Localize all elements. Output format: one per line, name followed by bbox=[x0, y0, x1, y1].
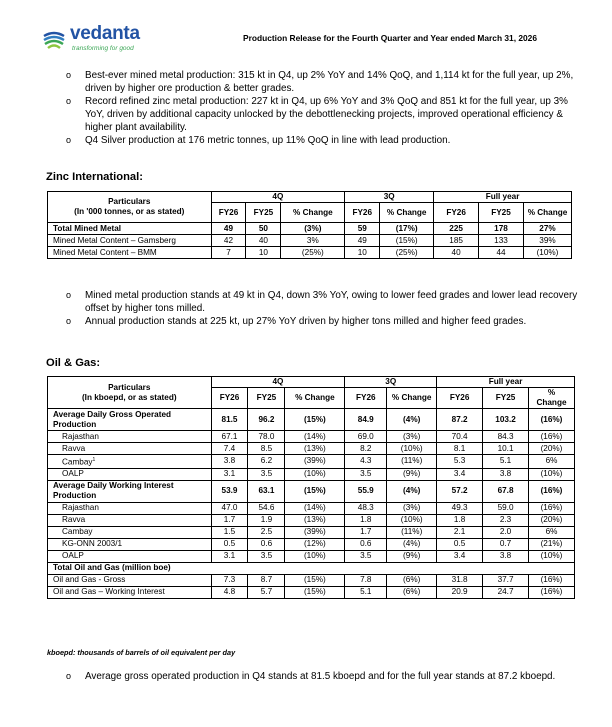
table-cell: 8.1 bbox=[437, 443, 483, 455]
table-cell: 178 bbox=[479, 223, 524, 235]
table-cell: Mined Metal Content – BMM bbox=[48, 247, 212, 259]
table-cell: (13%) bbox=[285, 514, 345, 526]
table-row bbox=[48, 502, 575, 514]
table-cell: 2.3 bbox=[483, 514, 529, 526]
table-cell: 96.2 bbox=[248, 409, 285, 431]
zinc-bullet-list bbox=[66, 289, 582, 328]
table-cell: (10%) bbox=[528, 468, 574, 480]
table-cell: 185 bbox=[434, 235, 479, 247]
table-cell: (6%) bbox=[387, 586, 437, 598]
table-cell: 0.7 bbox=[483, 538, 529, 550]
table-cell: (16%) bbox=[528, 502, 574, 514]
column-header: FY25 bbox=[479, 203, 524, 223]
table-cell: (14%) bbox=[285, 502, 345, 514]
table-cell: 133 bbox=[479, 235, 524, 247]
page-header bbox=[0, 0, 612, 62]
table-cell: 0.5 bbox=[211, 538, 248, 550]
table-cell: Ravva bbox=[48, 443, 212, 455]
table-cell: 6.2 bbox=[248, 455, 285, 469]
table-cell: (20%) bbox=[528, 514, 574, 526]
table-cell: 7 bbox=[211, 247, 246, 259]
period-header: 4Q bbox=[211, 192, 345, 203]
table-cell: 44 bbox=[479, 247, 524, 259]
table-cell: Cambay bbox=[48, 526, 212, 538]
column-header: FY26 bbox=[434, 203, 479, 223]
table-cell: 1.9 bbox=[248, 514, 285, 526]
table-cell: (16%) bbox=[528, 409, 574, 431]
table-cell: 20.9 bbox=[437, 586, 483, 598]
table-cell: 87.2 bbox=[437, 409, 483, 431]
table-cell: 3.4 bbox=[437, 468, 483, 480]
table-cell: 6% bbox=[528, 455, 574, 469]
oil-gas-table-body bbox=[48, 409, 575, 599]
table-row bbox=[48, 223, 572, 235]
table-cell: (16%) bbox=[528, 480, 574, 502]
table-cell: 3.5 bbox=[345, 550, 387, 562]
table-cell: (3%) bbox=[387, 502, 437, 514]
column-header: FY25 bbox=[246, 203, 281, 223]
table-cell: 31.8 bbox=[437, 574, 483, 586]
table-cell: 7.3 bbox=[211, 574, 248, 586]
table-cell: (39%) bbox=[285, 526, 345, 538]
table-cell: (13%) bbox=[285, 443, 345, 455]
table-cell: (11%) bbox=[387, 526, 437, 538]
table-cell: 7.8 bbox=[345, 574, 387, 586]
list-item bbox=[66, 289, 582, 315]
intro-bullet-list bbox=[66, 69, 582, 147]
table-cell: 8.5 bbox=[248, 443, 285, 455]
table-cell: 78.0 bbox=[248, 431, 285, 443]
table-cell: 63.1 bbox=[248, 480, 285, 502]
bullet-text: Mined metal production stands at 49 kt in Q4, down 3% YoY, owing to lower feed grades and lower lead recovery offset by higher tons milled. bbox=[85, 290, 578, 314]
table-cell: (6%) bbox=[387, 574, 437, 586]
bullet-marker: o bbox=[66, 290, 72, 300]
table-cell: (15%) bbox=[380, 235, 434, 247]
table-cell: OALP bbox=[48, 468, 212, 480]
column-header: % Change bbox=[380, 203, 434, 223]
period-header: 4Q bbox=[211, 377, 345, 388]
table-cell: 4.8 bbox=[211, 586, 248, 598]
table-row bbox=[48, 443, 575, 455]
table-cell: 3.8 bbox=[483, 550, 529, 562]
table-cell: 8.7 bbox=[248, 574, 285, 586]
table-cell: 3.5 bbox=[345, 468, 387, 480]
table-cell: 1.8 bbox=[437, 514, 483, 526]
table-row bbox=[48, 431, 575, 443]
kboepd-footnote: kboepd: thousands of barrels of oil equivalent per day bbox=[47, 648, 236, 657]
vedanta-leaf-icon bbox=[41, 26, 67, 52]
period-header: Full year bbox=[434, 192, 572, 203]
table-cell: (12%) bbox=[285, 538, 345, 550]
table-cell: 69.0 bbox=[345, 431, 387, 443]
table-row bbox=[48, 574, 575, 586]
table-cell: (10%) bbox=[387, 514, 437, 526]
table-cell: (15%) bbox=[285, 480, 345, 502]
table-cell: (14%) bbox=[285, 431, 345, 443]
period-header: 3Q bbox=[345, 192, 434, 203]
table-cell: 1.8 bbox=[345, 514, 387, 526]
table-cell: 10.1 bbox=[483, 443, 529, 455]
table-cell: 84.3 bbox=[483, 431, 529, 443]
table-cell: (3%) bbox=[281, 223, 345, 235]
table-cell: 67.8 bbox=[483, 480, 529, 502]
list-item bbox=[66, 670, 586, 683]
table-cell: (10%) bbox=[285, 550, 345, 562]
column-header: % Change bbox=[281, 203, 345, 223]
table-cell: 53.9 bbox=[211, 480, 248, 502]
column-header: FY25 bbox=[248, 388, 285, 409]
table-cell: 5.1 bbox=[345, 586, 387, 598]
table-cell: 40 bbox=[246, 235, 281, 247]
table-row bbox=[48, 235, 572, 247]
vedanta-logo bbox=[41, 24, 181, 58]
table-cell: (4%) bbox=[387, 409, 437, 431]
column-header: % Change bbox=[285, 388, 345, 409]
table-row bbox=[48, 550, 575, 562]
table-cell: 3.8 bbox=[483, 468, 529, 480]
zinc-table-body bbox=[48, 223, 572, 259]
table-cell: (15%) bbox=[285, 409, 345, 431]
table-cell: 3% bbox=[281, 235, 345, 247]
table-row bbox=[48, 480, 575, 502]
table-cell: (10%) bbox=[387, 443, 437, 455]
table-cell: Oil and Gas – Working Interest bbox=[48, 586, 212, 598]
table-cell: 0.6 bbox=[248, 538, 285, 550]
table-cell: 54.6 bbox=[248, 502, 285, 514]
column-header: % Change bbox=[387, 388, 437, 409]
table-cell: (9%) bbox=[387, 468, 437, 480]
table-cell: 10 bbox=[345, 247, 380, 259]
table-cell: 3.4 bbox=[437, 550, 483, 562]
table-cell: 3.1 bbox=[211, 468, 248, 480]
table-cell: 84.9 bbox=[345, 409, 387, 431]
table-cell: 2.0 bbox=[483, 526, 529, 538]
table-cell: (16%) bbox=[528, 586, 574, 598]
bullet-text: Average gross operated production in Q4 stands at 81.5 kboepd and for the full year stands at 87.2 kboepd. bbox=[85, 671, 556, 682]
table-cell: (39%) bbox=[285, 455, 345, 469]
table-cell: 103.2 bbox=[483, 409, 529, 431]
table-row bbox=[48, 514, 575, 526]
table-cell: Ravva bbox=[48, 514, 212, 526]
list-item bbox=[66, 69, 582, 95]
table-cell: 37.7 bbox=[483, 574, 529, 586]
table-cell: Rajasthan bbox=[48, 502, 212, 514]
table-cell: 50 bbox=[246, 223, 281, 235]
bullet-marker: o bbox=[66, 135, 72, 145]
table-row bbox=[48, 526, 575, 538]
table-cell: 3.8 bbox=[211, 455, 248, 469]
table-cell: (25%) bbox=[380, 247, 434, 259]
oil-gas-bullet-list bbox=[66, 670, 586, 683]
table-cell: 1.5 bbox=[211, 526, 248, 538]
column-header: % Change bbox=[528, 388, 574, 409]
table-row bbox=[48, 586, 575, 598]
zinc-international-title: Zinc International: bbox=[46, 171, 143, 183]
table-cell: 2.1 bbox=[437, 526, 483, 538]
table-cell: (10%) bbox=[528, 550, 574, 562]
table-cell: 67.1 bbox=[211, 431, 248, 443]
table-cell: (11%) bbox=[387, 455, 437, 469]
table-cell: Average Daily Working Interest Production bbox=[48, 480, 212, 502]
bullet-text: Record refined zinc metal production: 227 kt in Q4, up 6% YoY and 3% QoQ and 851 kt for the full year, up 3% YoY, driven by additional capacity unlocked by the debottlenecking projects, improved operational efficiency & higher plant availability. bbox=[85, 96, 568, 133]
table-row bbox=[48, 455, 575, 469]
period-header: 3Q bbox=[345, 377, 437, 388]
oil-gas-title: Oil & Gas: bbox=[46, 357, 101, 369]
table-cell: 49 bbox=[345, 235, 380, 247]
table-cell: 7.4 bbox=[211, 443, 248, 455]
table-cell: 59.0 bbox=[483, 502, 529, 514]
table-cell: (3%) bbox=[387, 431, 437, 443]
table-cell: 24.7 bbox=[483, 586, 529, 598]
table-cell: (9%) bbox=[387, 550, 437, 562]
table-cell: Total Oil and Gas (million boe) bbox=[48, 562, 575, 574]
zinc-international-table bbox=[47, 191, 572, 259]
brand-tagline: transforming for good bbox=[72, 45, 134, 52]
column-header: FY26 bbox=[345, 203, 380, 223]
bullet-marker: o bbox=[66, 316, 72, 326]
column-header: FY26 bbox=[211, 388, 248, 409]
table-cell: (4%) bbox=[387, 480, 437, 502]
brand-name: vedanta bbox=[70, 23, 140, 44]
table-cell: 5.7 bbox=[248, 586, 285, 598]
table-cell: (16%) bbox=[528, 574, 574, 586]
table-cell: (4%) bbox=[387, 538, 437, 550]
period-header: Full year bbox=[437, 377, 575, 388]
table-cell: 59 bbox=[345, 223, 380, 235]
footnote-marker: 1 bbox=[92, 457, 96, 463]
particulars-header: Particulars (In kboepd, or as stated) bbox=[48, 377, 212, 409]
table-cell: 47.0 bbox=[211, 502, 248, 514]
table-cell: (20%) bbox=[528, 443, 574, 455]
table-row bbox=[48, 247, 572, 259]
release-title: Production Release for the Fourth Quarter and Year ended March 31, 2026 bbox=[243, 33, 537, 43]
table-cell: 3.5 bbox=[248, 550, 285, 562]
table-cell: 6% bbox=[528, 526, 574, 538]
table-cell: 2.5 bbox=[248, 526, 285, 538]
table-cell: Total Mined Metal bbox=[48, 223, 212, 235]
table-cell: OALP bbox=[48, 550, 212, 562]
table-cell: 39% bbox=[523, 235, 571, 247]
list-item bbox=[66, 315, 582, 328]
table-cell: 81.5 bbox=[211, 409, 248, 431]
table-cell: Mined Metal Content – Gamsberg bbox=[48, 235, 212, 247]
table-cell: 1.7 bbox=[211, 514, 248, 526]
table-cell: 1.7 bbox=[345, 526, 387, 538]
table-cell: 49.3 bbox=[437, 502, 483, 514]
table-cell: Oil and Gas - Gross bbox=[48, 574, 212, 586]
table-cell: 225 bbox=[434, 223, 479, 235]
bullet-marker: o bbox=[66, 96, 72, 106]
table-cell: (21%) bbox=[528, 538, 574, 550]
column-header: FY25 bbox=[483, 388, 529, 409]
table-cell: 57.2 bbox=[437, 480, 483, 502]
column-header: FY26 bbox=[211, 203, 246, 223]
table-cell: 5.1 bbox=[483, 455, 529, 469]
table-row bbox=[48, 562, 575, 574]
table-cell: 5.3 bbox=[437, 455, 483, 469]
table-cell: Cambay$^1$ bbox=[48, 455, 212, 469]
column-header: FY26 bbox=[437, 388, 483, 409]
table-cell: 70.4 bbox=[437, 431, 483, 443]
table-cell: 48.3 bbox=[345, 502, 387, 514]
table-cell: 4.3 bbox=[345, 455, 387, 469]
column-header: % Change bbox=[523, 203, 571, 223]
bullet-marker: o bbox=[66, 70, 72, 80]
table-cell: (15%) bbox=[285, 586, 345, 598]
table-cell: (10%) bbox=[523, 247, 571, 259]
table-cell: (25%) bbox=[281, 247, 345, 259]
table-cell: (16%) bbox=[528, 431, 574, 443]
table-cell: Rajasthan bbox=[48, 431, 212, 443]
table-cell: 0.6 bbox=[345, 538, 387, 550]
table-cell: 27% bbox=[523, 223, 571, 235]
table-cell: (10%) bbox=[285, 468, 345, 480]
table-cell: 42 bbox=[211, 235, 246, 247]
table-cell: 49 bbox=[211, 223, 246, 235]
table-cell: (15%) bbox=[285, 574, 345, 586]
table-cell: 3.1 bbox=[211, 550, 248, 562]
table-cell: 10 bbox=[246, 247, 281, 259]
table-cell: (17%) bbox=[380, 223, 434, 235]
table-cell: 40 bbox=[434, 247, 479, 259]
bullet-text: Q4 Silver production at 176 metric tonnes, up 11% QoQ in line with lead production. bbox=[85, 135, 451, 146]
table-cell: KG-ONN 2003/1 bbox=[48, 538, 212, 550]
bullet-text: Annual production stands at 225 kt, up 27% YoY driven by higher tons milled and higher feed grades. bbox=[85, 316, 527, 327]
column-header: FY26 bbox=[345, 388, 387, 409]
oil-gas-table bbox=[47, 376, 575, 599]
particulars-header: Particulars (In '000 tonnes, or as stated) bbox=[48, 192, 212, 223]
list-item bbox=[66, 134, 582, 147]
table-row bbox=[48, 538, 575, 550]
table-cell: 3.5 bbox=[248, 468, 285, 480]
table-row bbox=[48, 409, 575, 431]
table-cell: 0.5 bbox=[437, 538, 483, 550]
table-row bbox=[48, 468, 575, 480]
bullet-text: Best-ever mined metal production: 315 kt in Q4, up 2% YoY and 14% QoQ, and 1,114 kt for the full year, up 2%, driven by higher ore production & better grades. bbox=[85, 70, 574, 94]
table-cell: Average Daily Gross Operated Production bbox=[48, 409, 212, 431]
list-item bbox=[66, 95, 582, 134]
table-cell: 8.2 bbox=[345, 443, 387, 455]
bullet-marker: o bbox=[66, 671, 72, 681]
table-cell: 55.9 bbox=[345, 480, 387, 502]
